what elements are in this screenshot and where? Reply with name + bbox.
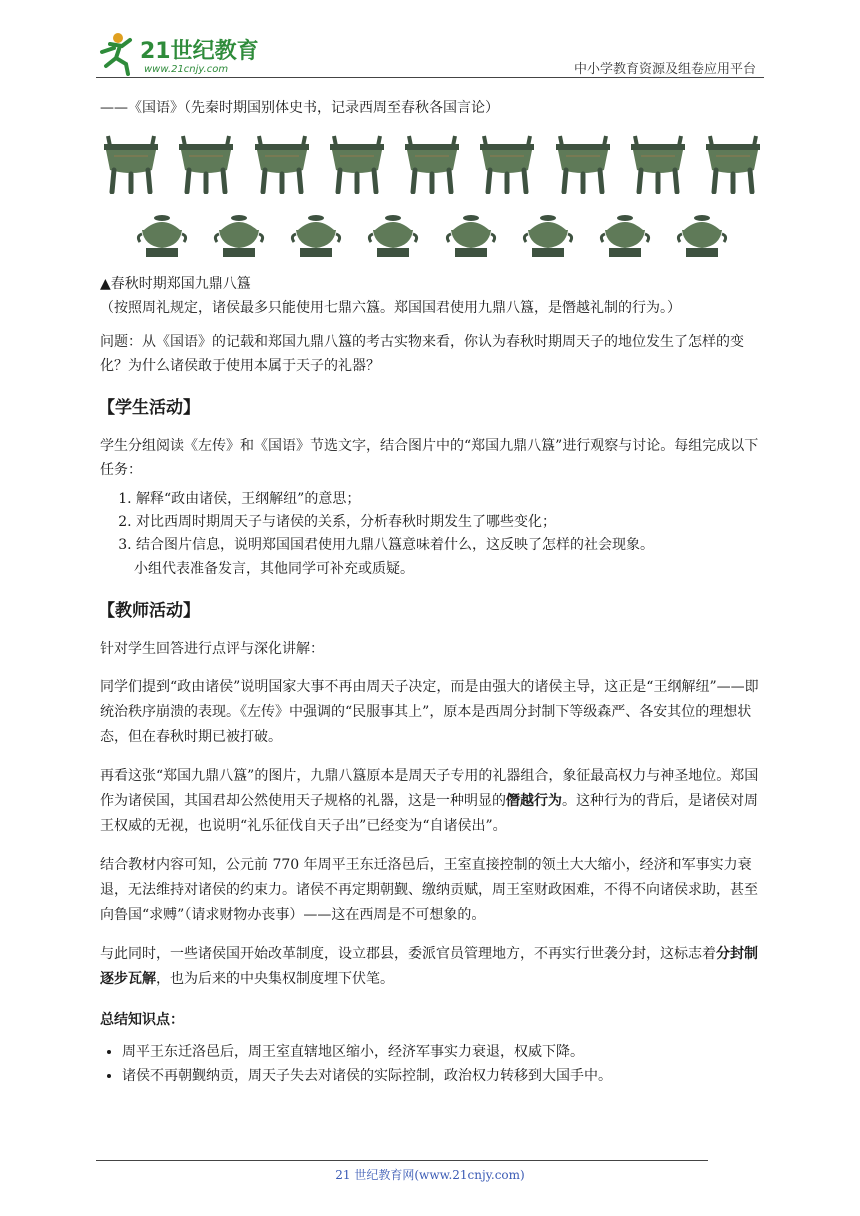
gui-vessel (288, 212, 344, 260)
summary-title: 总结知识点： (100, 1012, 184, 1028)
page-header (96, 30, 764, 80)
teacher-paragraph-4 (100, 942, 764, 992)
emphasis-text: 分封制逐步瓦解 (100, 946, 758, 987)
task-item: 2. 对比西周时期周天子与诸侯的关系，分析春秋时期发生了哪些变化； (136, 511, 764, 534)
gui-vessel (674, 212, 730, 260)
ding-vessel (251, 132, 313, 194)
student-intro: 学生分组阅读《左传》和《国语》节选文字，结合图片中的“郑国九鼎八簋”进行观察与讨论。每组完成以下任务： (100, 438, 759, 478)
figure-caption: ▲春秋时期郑国九鼎八簋 (100, 276, 251, 292)
figure-note: （按照周礼规定，诸侯最多只能使用七鼎六簋。郑国国君使用九鼎八簋，是僭越礼制的行为。） (100, 300, 681, 316)
text-span: 与此同时，一些诸侯国开始改革制度，设立郡县，委派官员管理地方，不再实行世袭分封，这标志着 (100, 946, 716, 962)
gui-vessel (211, 212, 267, 260)
summary-item: • 诸侯不再朝觐纳贡，周天子失去对诸侯的实际控制，政治权力转移到大国手中。 (122, 1064, 764, 1088)
logo (96, 30, 266, 76)
teacher-paragraph-3: 结合教材内容可知，公元前 770 年周平王东迁洛邑后，王室直接控制的领土大大缩小，经济和军事实力衰退，无法维持对诸侯的约束力。诸侯不再定期朝觐、缴纳贡赋，周王室财政困难，不得不向诸侯求助，甚至向鲁国“求赙”（请求财物办丧事）——这在西周是不可想象的。 (100, 857, 758, 923)
footer-divider (96, 1160, 708, 1161)
platform-name: 中小学教育资源及组卷应用平台 (573, 62, 756, 77)
bronze-vessels-figure (100, 132, 764, 262)
ding-vessel (552, 132, 614, 194)
task-list (100, 488, 764, 557)
student-after-note: 小组代表准备发言，其他同学可补充或质疑。 (134, 561, 414, 577)
gui-vessel (365, 212, 421, 260)
gui-vessel (134, 212, 190, 260)
runner-icon (102, 33, 130, 74)
footer-text: 21 世纪教育网(www.21cnjy.com) (335, 1168, 525, 1182)
ding-vessel (326, 132, 388, 194)
main-content (100, 96, 764, 1088)
summary-list (100, 1040, 764, 1088)
teacher-paragraph-1: 同学们提到“政由诸侯”说明国家大事不再由周天子决定，而是由强大的诸侯主导，这正是“王纲解纽”——即统治秩序崩溃的表现。《左传》中强调的“民服事其上”，原本是西周分封制下等级森严、各安其位的理想状态，但在春秋时期已被打破。 (100, 679, 759, 745)
discussion-question: 问题：从《国语》的记载和郑国九鼎八簋的考古实物来看，你认为春秋时期周天子的地位发生了怎样的变化？为什么诸侯敢于使用本属于天子的礼器？ (100, 334, 744, 374)
summary-item: • 周平王东迁洛邑后，周王室直辖地区缩小，经济军事实力衰退，权威下降。 (122, 1040, 764, 1064)
student-activity-title: 【学生活动】 (98, 398, 200, 418)
task-item: 3. 结合图片信息，说明郑国国君使用九鼎八簋意味着什么，这反映了怎样的社会现象。 (136, 534, 764, 557)
quote-source: ——《国语》（先秦时期国别体史书，记录西周至春秋各国言论） (100, 100, 499, 116)
gui-vessel (520, 212, 576, 260)
header-divider (96, 77, 764, 78)
logo-text: 21世纪教育 (140, 39, 259, 64)
ding-vessel (175, 132, 237, 194)
teacher-activity-title: 【教师活动】 (98, 601, 200, 621)
emphasis-text: 僭越行为 (506, 793, 562, 809)
text-span: 再看这张“郑国九鼎八簋”的图片，九鼎八簋原本是周天子专用的礼器组合，象征最高权力与神圣地位。郑国作为诸侯国，其国君却公然使用天子规格的礼器，这是一种明显的 (100, 768, 759, 809)
logo-url: www.21cnjy.com (144, 64, 229, 75)
text-span: 。这种行为的背后，是诸侯对周王权威的无视，也说明“礼乐征伐自天子出”已经变为“自诸侯出”。 (100, 793, 758, 834)
text-span: ，也为后来的中央集权制度埋下伏笔。 (156, 971, 394, 987)
teacher-paragraph-2 (100, 764, 764, 839)
task-item: 1. 解释“政由诸侯，王纲解纽”的意思； (136, 488, 764, 511)
gui-vessel (443, 212, 499, 260)
ding-vessel (100, 132, 162, 194)
ding-vessel (476, 132, 538, 194)
ding-vessel (702, 132, 764, 194)
teacher-intro: 针对学生回答进行点评与深化讲解： (100, 641, 324, 657)
ding-vessel (401, 132, 463, 194)
ding-vessel (627, 132, 689, 194)
gui-vessel (597, 212, 653, 260)
